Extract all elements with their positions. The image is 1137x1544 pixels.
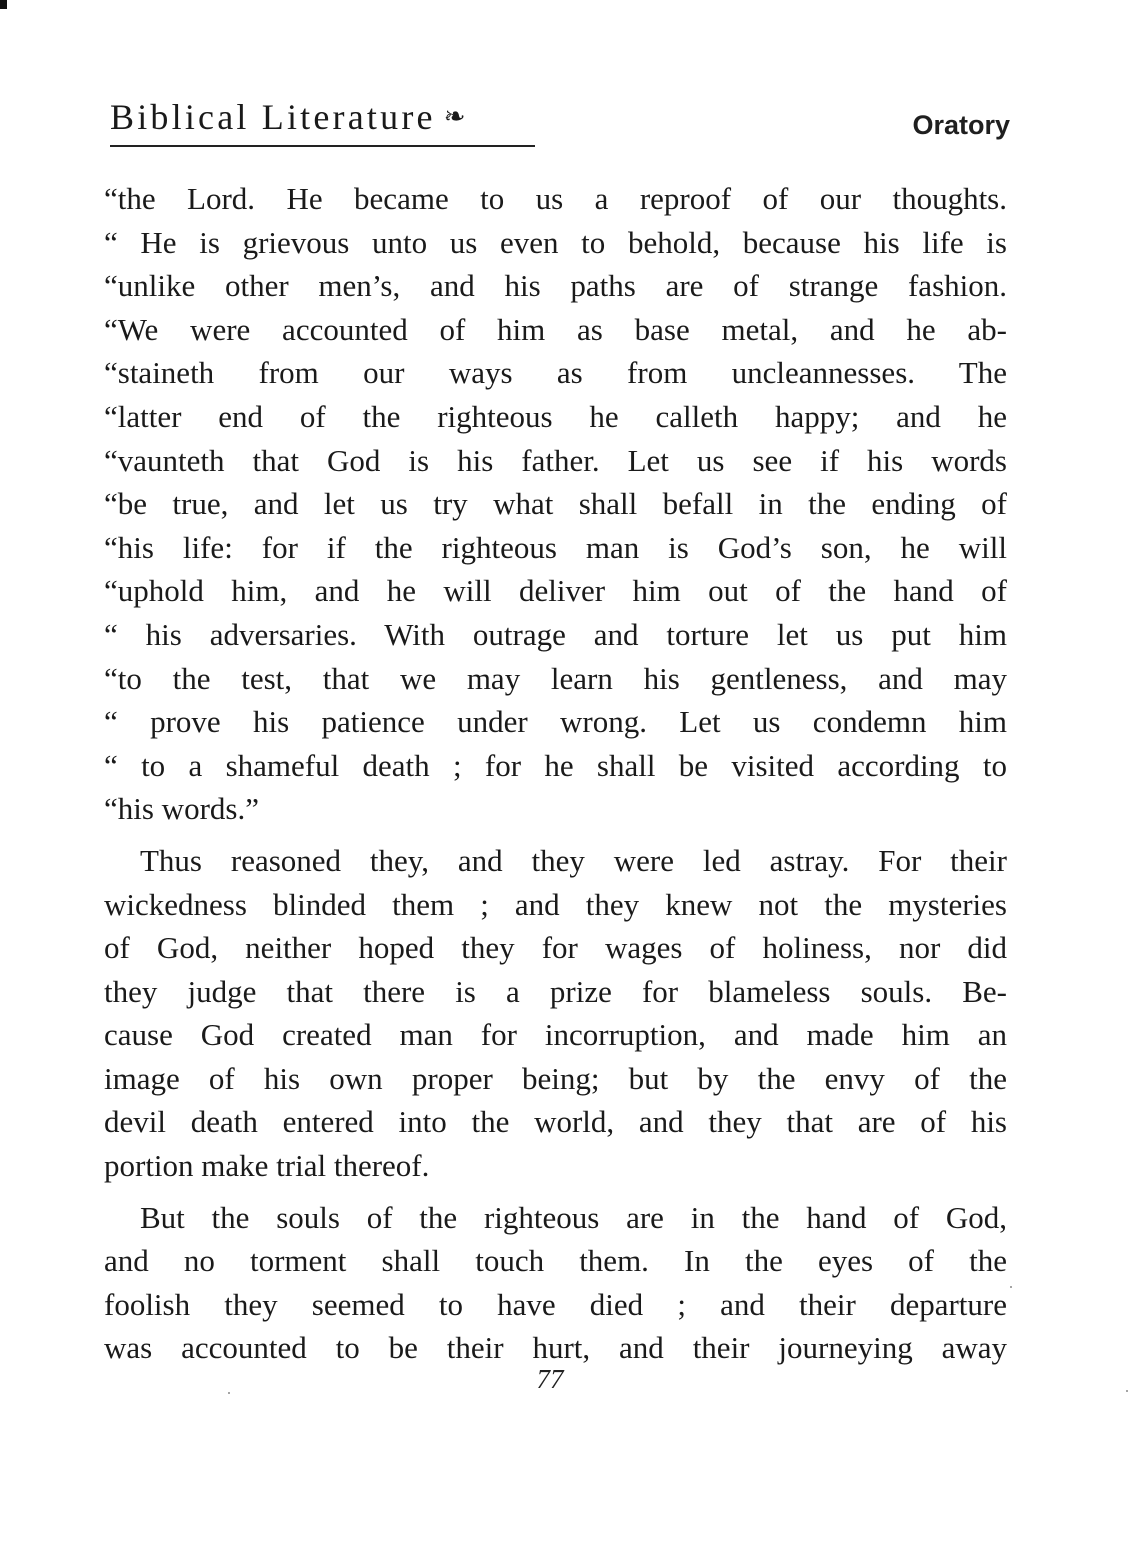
text-line: “the Lord. He became to us a reproof of our thoughts. xyxy=(104,181,1007,216)
paragraph-gap xyxy=(104,831,1007,839)
text-line: devil death entered into the world, and they that are of his xyxy=(104,1104,1007,1140)
scan-speck xyxy=(1126,1390,1128,1392)
fleuron-ornament-icon: ❧ xyxy=(443,102,466,131)
scan-corner-mark xyxy=(0,0,7,9)
text-line: of God, neither hoped they for wages of holiness, nor did xyxy=(104,930,1007,966)
running-head-right-title: Oratory xyxy=(912,110,1010,140)
text-line: portion make trial thereof. xyxy=(104,1148,430,1184)
text-line: “vaunteth that God is his father. Let us see if his words xyxy=(104,442,1007,478)
text-line: “ prove his patience under wrong. Let us condemn him xyxy=(104,704,1007,740)
text-line: “his words.” xyxy=(104,791,259,827)
text-line: But the souls of the righteous are in the hand of God, xyxy=(140,1199,1007,1235)
text-line: “We were accounted of him as base metal, and he ab- xyxy=(104,311,1007,347)
text-line: Thus reasoned they, and they were led astray. For their xyxy=(140,842,1007,878)
text-line: “be true, and let us try what shall befall in the ending of xyxy=(104,486,1007,522)
text-line: “ to a shameful death ; for he shall be visited according to xyxy=(104,747,1007,783)
text-line: foolish they seemed to have died ; and their departure xyxy=(104,1286,1007,1322)
text-line: image of his own proper being; but by the envy of the xyxy=(104,1060,1007,1096)
text-line: “staineth from our ways as from uncleannesses. The xyxy=(104,355,1007,391)
text-line: “ his adversaries. With outrage and torture let us put him xyxy=(104,616,1007,652)
text-line: “his life: for if the righteous man is God’s son, he will xyxy=(104,529,1007,565)
text-line: “uphold him, and he will deliver him out of the hand of xyxy=(104,573,1007,609)
scan-speck xyxy=(1010,1286,1012,1288)
text-line: they judge that there is a prize for blameless souls. Be- xyxy=(104,973,1007,1009)
text-line: wickedness blinded them ; and they knew not the mysteries xyxy=(104,886,1007,922)
page-number: 77 xyxy=(536,1364,564,1394)
text-line: “ He is grievous unto us even to behold, because his life is xyxy=(104,224,1007,260)
text-line: was accounted to be their hurt, and their journeying away xyxy=(104,1330,1007,1366)
book-section-title: Biblical Literature xyxy=(110,97,436,137)
text-line: “unlike other men’s, and his paths are of strange fashion. xyxy=(104,268,1007,304)
running-head-left xyxy=(110,94,465,144)
scan-speck xyxy=(228,1392,230,1394)
text-line: “latter end of the righteous he calleth happy; and he xyxy=(104,398,1007,434)
page-body-text xyxy=(104,177,1007,1370)
text-line: and no torment shall touch them. In the eyes of the xyxy=(104,1243,1007,1279)
running-head-rule xyxy=(110,145,535,147)
running-head xyxy=(110,94,1010,154)
paragraph-gap xyxy=(104,1188,1007,1196)
text-line: “to the test, that we may learn his gentleness, and may xyxy=(104,660,1007,696)
text-line: cause God created man for incorruption, and made him an xyxy=(104,1017,1007,1053)
